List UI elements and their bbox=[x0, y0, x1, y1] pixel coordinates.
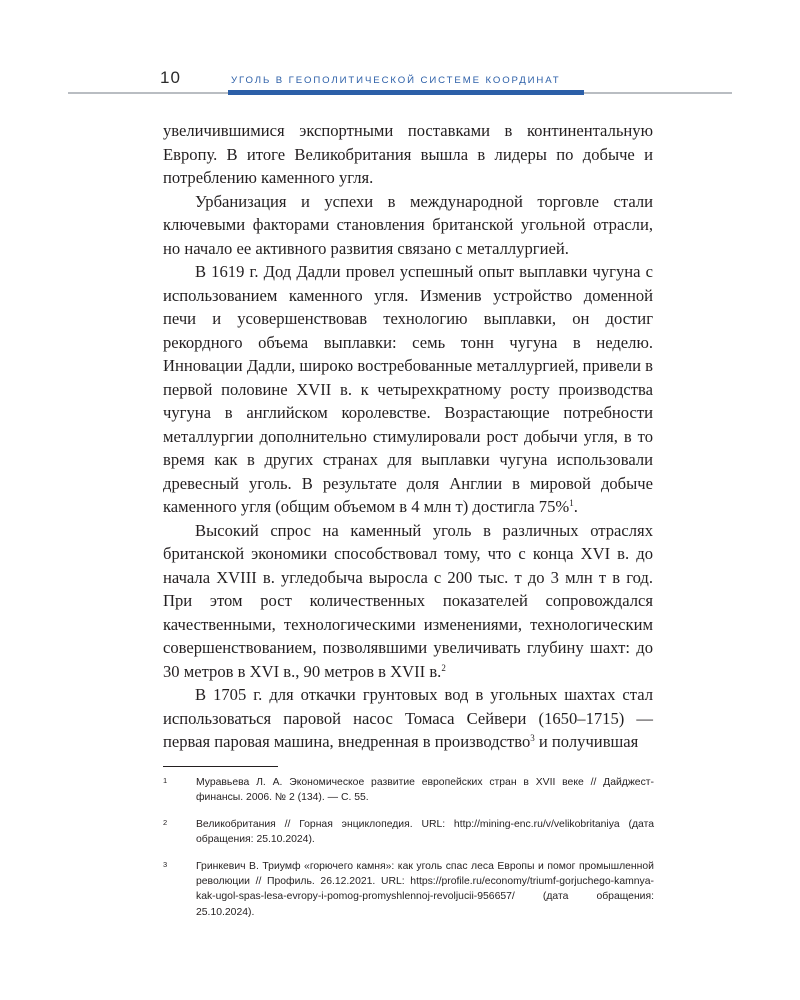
paragraph bbox=[163, 683, 653, 754]
footnote-ref[interactable]: 3 bbox=[530, 733, 535, 743]
footnote-separator bbox=[163, 766, 278, 767]
paragraph-text: и получившая bbox=[534, 732, 639, 751]
footnote bbox=[163, 775, 654, 806]
footnote-number: 3 bbox=[163, 859, 168, 869]
running-title: УГОЛЬ В ГЕОПОЛИТИЧЕСКОЙ СИСТЕМЕ КООРДИНАТ bbox=[231, 75, 561, 86]
body-text bbox=[163, 119, 653, 754]
paragraph bbox=[163, 260, 653, 519]
footnote-text: Гринкевич В. Триумф «горючего камня»: как уголь спас леса Европы и помог промышленной революции // Профиль. 26.12.2021. URL: https://profile.ru/economy/triumf-gorjuchego-kamnya-kak-ugol-spas-lesa-evropy-i-pomog-promyshlennoj-revoljucii-956657/ (дата обращения: 25.10.2024). bbox=[196, 860, 654, 918]
footnote-number: 1 bbox=[163, 776, 168, 785]
paragraph bbox=[163, 190, 653, 261]
footnote bbox=[163, 817, 654, 848]
page-number: 10 bbox=[160, 68, 181, 87]
footnote-number: 2 bbox=[163, 817, 168, 827]
paragraph-text: . bbox=[573, 497, 578, 516]
footnote-ref[interactable]: 1 bbox=[569, 498, 574, 508]
header-accent-bar bbox=[228, 90, 584, 95]
paragraph-text: В 1619 г. Дод Дадли провел успешный опыт выплавки чугуна с использованием каменного угля. Изменив устройство доменной печи и усовершенствовав технологию выплавки, он достиг рекордного объема выплавки: семь тонн чугуна в неделю. Инновации Дадли, широко востребованные металлургией, привели в первой половине XVII в. к четырехкратному росту производства чугуна в английском королевстве. Возрастающие потребности металлургии дополнительно стимулировали рост добычи угля, в то время как в других странах для выплавки чугуна использовали древесный уголь. В результате доля Англии в мировой добыче каменного угля (общим объемом в 4 млн т) достигла 75% bbox=[163, 262, 653, 516]
paragraph-text: В 1705 г. для откачки грунтовых вод в угольных шахтах стал использоваться паровой насос Томаса Сейвери (1650–1715) — первая паровая машина, внедренная в производство bbox=[163, 685, 653, 751]
paragraph-text: Высокий спрос на каменный уголь в различных отраслях британской экономики способствовал тому, что с конца XVI в. до начала XVIII в. угледобыча выросла с 200 тыс. т до 3 млн т в год. При этом рост количественных показателей сопровождался качественными, технологическими изменениями, технологическим совершенствованием, позволявшими увеличивать глубину шахт: до 30 метров в XVI в., 90 метров в XVII в. bbox=[163, 520, 653, 681]
footnote bbox=[163, 859, 654, 921]
footnote-ref[interactable]: 2 bbox=[441, 662, 446, 673]
footnotes bbox=[163, 775, 654, 931]
footnote-text: Муравьева Л. А. Экономическое развитие европейских стран в XVII веке // Дайджест-финансы. 2006. № 2 (134). — С. 55. bbox=[196, 777, 654, 804]
paragraph bbox=[163, 119, 653, 190]
paragraph-text: Урбанизация и успехи в международной торговле стали ключевыми факторами становления британской угольной отрасли, но начало ее активного развития связано с металлургией. bbox=[163, 191, 653, 258]
paragraph-text: увеличившимися экспортными поставками в континентальную Европу. В итоге Великобритания вышла в лидеры по добыче и потреблению каменного угля. bbox=[163, 121, 653, 187]
footnote-text: Великобритания // Горная энциклопедия. URL: http://mining-enc.ru/v/velikobritaniya (дата обращения: 25.10.2024). bbox=[196, 818, 654, 846]
paragraph bbox=[163, 519, 653, 684]
